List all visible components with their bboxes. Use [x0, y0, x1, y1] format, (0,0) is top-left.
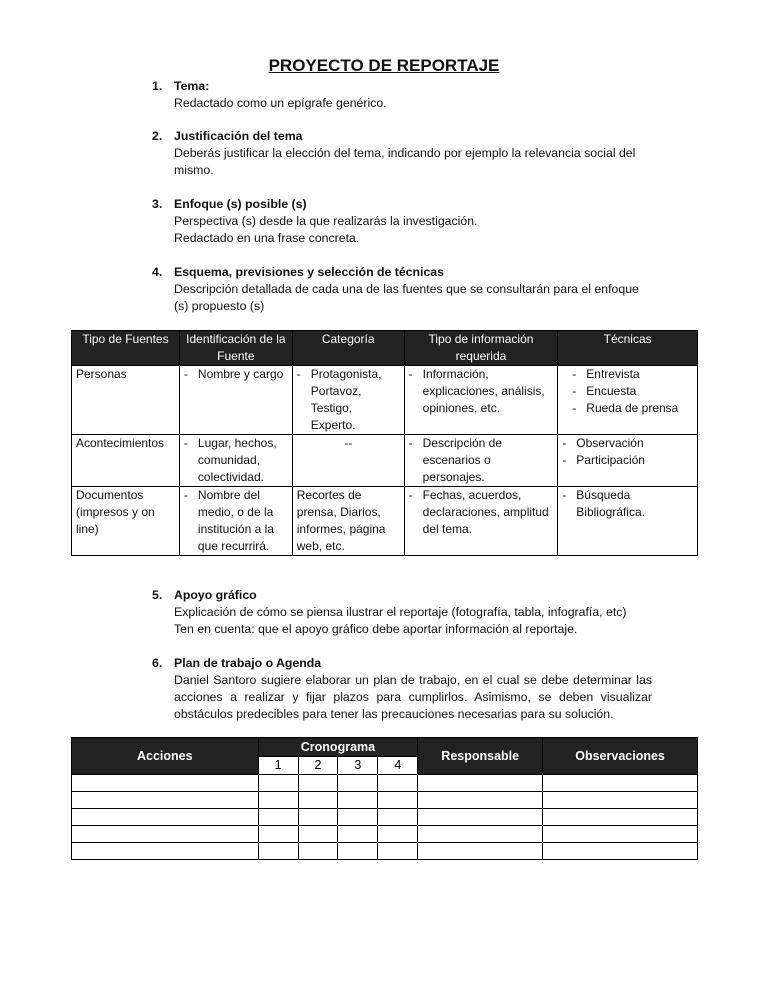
section-apoyo-grafico: [152, 587, 652, 638]
section-text: Perspectiva (s) desde la que realizarás la investigación.: [174, 214, 478, 228]
table-cell: [338, 809, 378, 826]
cell-ident: Nombre y cargo: [197, 367, 284, 381]
section-text: Ten en cuenta: que el apoyo gráfico debe aportar información al reportaje.: [174, 622, 578, 636]
cell-tecnica: Entrevista: [586, 367, 640, 381]
table-cell: [543, 826, 698, 843]
col-header: Categoría: [292, 331, 404, 366]
table-cell: [72, 809, 259, 826]
section-text: Explicación de cómo se piensa ilustrar el reportaje (fotografía, tabla, infografía, etc): [174, 605, 627, 619]
section-number: 5.: [152, 588, 163, 602]
cell-tecnica: Participación: [576, 453, 645, 467]
section-text: Descripción detallada de cada una de las fuentes que se consultarán para el enfoque: [174, 282, 639, 296]
dash-mark: -: [183, 367, 188, 381]
table-cell: [418, 843, 543, 860]
week-label: 1: [258, 757, 298, 775]
dash-mark: -: [562, 436, 567, 450]
cell-categoria: Recortes de prensa, Diarios, informes, página web, etc.: [292, 487, 404, 556]
table-cell: [418, 809, 543, 826]
sources-table: [71, 330, 698, 556]
table-cell: [338, 826, 378, 843]
table-row: [72, 792, 698, 809]
table-cell: [258, 792, 298, 809]
section-esquema: [152, 264, 652, 315]
week-label: 3: [338, 757, 378, 775]
section-heading: Enfoque (s) posible (s): [174, 197, 307, 211]
table-cell: [298, 843, 338, 860]
cell-tecnica: Encuesta: [586, 384, 637, 398]
table-row: [72, 775, 698, 792]
section-text: mismo.: [174, 163, 214, 177]
cell-categoria: --: [292, 435, 404, 487]
table-cell: [338, 843, 378, 860]
table-cell: [258, 843, 298, 860]
section-tema: [152, 78, 652, 112]
cell-info: Descripción de escenarios o personajes.: [422, 436, 503, 484]
section-heading: Apoyo gráfico: [174, 588, 257, 602]
section-text: (s) propuesto (s): [174, 299, 265, 313]
table-cell: [418, 826, 543, 843]
cell-tipo: Documentos (impresos y on line): [72, 487, 180, 556]
table-cell: [338, 792, 378, 809]
cell-tecnica: Búsqueda Bibliográfica.: [576, 488, 645, 519]
col-header: Técnicas: [558, 331, 698, 366]
table-cell: [543, 843, 698, 860]
cell-ident: Lugar, hechos, comunidad, colectividad.: [197, 436, 277, 484]
table-row: [72, 826, 698, 843]
section-justificacion: [152, 128, 652, 179]
table-cell: [72, 792, 259, 809]
col-header: Tipo de información requerida: [404, 331, 558, 366]
section-heading: Justificación del tema: [174, 129, 303, 143]
table-cell: [72, 775, 259, 792]
cell-ident: Nombre del medio, o de la institución a la que recurrirá.: [197, 488, 274, 553]
section-number: 2.: [152, 129, 163, 143]
table-cell: [378, 792, 418, 809]
dash-mark: -: [572, 367, 577, 381]
table-row: [72, 843, 698, 860]
dash-mark: -: [296, 367, 301, 381]
page-title: PROYECTO DE REPORTAJE: [268, 56, 500, 75]
table-cell: [543, 809, 698, 826]
section-heading: Esquema, previsiones y selección de técnicas: [174, 265, 444, 279]
week-label: 4: [378, 757, 418, 775]
section-number: 6.: [152, 656, 163, 670]
table-cell: [258, 809, 298, 826]
dash-mark: -: [408, 436, 413, 450]
cell-tecnica: Observación: [576, 436, 644, 450]
table-header-row: [72, 331, 698, 366]
section-number: 3.: [152, 197, 163, 211]
table-header-row: [72, 738, 698, 757]
cell-tipo: Acontecimientos: [72, 435, 180, 487]
table-cell: [298, 809, 338, 826]
table-cell: [298, 792, 338, 809]
agenda-table: [71, 737, 698, 860]
table-row: [72, 809, 698, 826]
dash-mark: -: [408, 367, 413, 381]
col-header-cronograma: Cronograma: [258, 738, 418, 757]
section-heading: Plan de trabajo o Agenda: [174, 656, 322, 670]
table-row: [72, 487, 698, 556]
table-cell: [378, 826, 418, 843]
section-number: 4.: [152, 265, 163, 279]
table-cell: [72, 843, 259, 860]
dash-mark: -: [408, 488, 413, 502]
table-cell: [72, 826, 259, 843]
col-header-observaciones: Observaciones: [543, 738, 698, 775]
dash-mark: -: [572, 401, 577, 415]
dash-mark: -: [562, 453, 567, 467]
col-header-responsable: Responsable: [418, 738, 543, 775]
cell-tecnica: Rueda de prensa: [586, 401, 679, 415]
table-cell: [298, 775, 338, 792]
section-text: Redactado en una frase concreta.: [174, 231, 360, 245]
cell-categoria: Protagonista, Portavoz, Testigo, Experto.: [310, 367, 382, 432]
dash-mark: -: [572, 384, 577, 398]
dash-mark: -: [562, 488, 567, 502]
table-cell: [418, 775, 543, 792]
cell-tipo: Personas: [72, 366, 180, 435]
section-text: Deberás justificar la elección del tema, indicando por ejemplo la relevancia social del: [174, 146, 636, 160]
table-cell: [298, 826, 338, 843]
section-enfoque: [152, 196, 652, 247]
table-cell: [258, 775, 298, 792]
section-plan-trabajo: [152, 655, 652, 723]
col-header-acciones: Acciones: [72, 738, 259, 775]
table-cell: [258, 826, 298, 843]
table-cell: [378, 775, 418, 792]
section-text: Daniel Santoro sugiere elaborar un plan de trabajo, en el cual se debe determinar las acciones a realizar y fijar plazos para cumplirlos. Asimismo, se deben visualizar obstáculos predecibles para tener las precauciones necesarias para su solución.: [174, 673, 652, 721]
table-cell: [543, 792, 698, 809]
table-row: [72, 435, 698, 487]
col-header: Identificación de la Fuente: [179, 331, 292, 366]
col-header: Tipo de Fuentes: [72, 331, 180, 366]
table-cell: [378, 843, 418, 860]
table-cell: [378, 809, 418, 826]
week-label: 2: [298, 757, 338, 775]
table-row: [72, 366, 698, 435]
table-cell: [338, 775, 378, 792]
table-cell: [543, 775, 698, 792]
cell-info: Fechas, acuerdos, declaraciones, amplitud del tema.: [422, 488, 549, 536]
section-heading: Tema:: [174, 79, 210, 93]
section-text: Redactado como un epígrafe genérico.: [174, 96, 387, 110]
cell-info: Información, explicaciones, análisis, opiniones, etc.: [422, 367, 545, 415]
table-cell: [418, 792, 543, 809]
dash-mark: -: [183, 488, 188, 502]
section-number: 1.: [152, 79, 163, 93]
dash-mark: -: [183, 436, 188, 450]
